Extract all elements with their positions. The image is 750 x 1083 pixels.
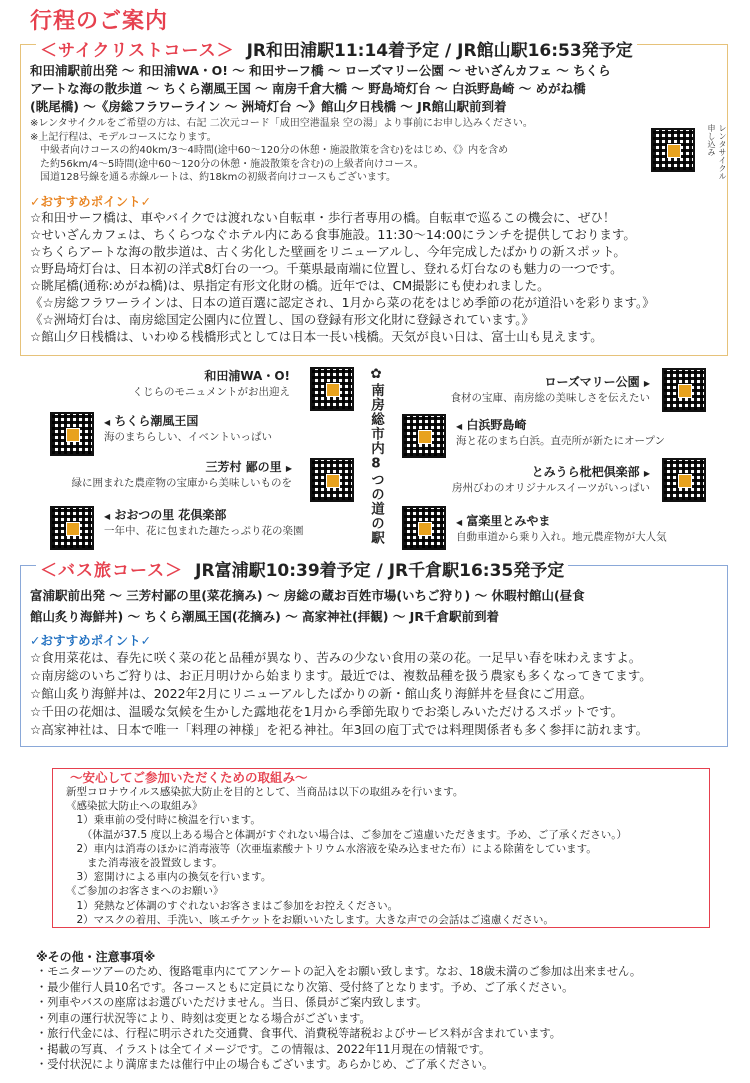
station-tomiyama <box>456 512 706 544</box>
triangle-right-icon: ▶ <box>285 464 292 473</box>
route-line: アートな海の散歩道 ～ ちくら潮風王国 ～ 南房千倉大橋 ～ 野島埼灯台 ～ 白浜野島崎 ～ めがね橋 <box>30 81 586 96</box>
route-line: 館山炙り海鮮丼) ～ ちくら潮風王国(花摘み) ～ 高家神社(拝観) ～ JR千倉駅前到着 <box>30 609 499 624</box>
point-item: ☆南房総のいちご狩りは、お正月明けから始まります。最近では、複数品種を扱う農家も多くなってきてます。 <box>30 668 652 683</box>
station-desc: 自動車道から乗り入れ。地元農産物が大人気 <box>456 531 667 543</box>
triangle-left-icon: ◀ <box>104 512 111 521</box>
station-name: 富楽里とみやま <box>466 514 551 528</box>
triangle-right-icon: ▶ <box>643 469 650 478</box>
route-line: (眺尾橋) ～《房総フラワーライン ～ 洲埼灯台 ～》館山夕日桟橋 ～ JR館山駅前到着 <box>30 99 507 114</box>
other-line: ・列車の運行状況等により、時刻は変更となる場合がございます。 <box>36 1011 371 1025</box>
road-station-flower-icon: ✿ <box>368 366 384 383</box>
other-title: ※その他・注意事項※ <box>36 950 156 964</box>
rental-qr-code[interactable] <box>651 128 695 172</box>
station-ootsu <box>104 506 324 538</box>
safety-line: 新型コロナウイルス感染拡大防止を目的として、当商品は以下の取組みを行います。 <box>66 786 464 798</box>
cyclist-reco-label: ✓おすすめポイント✓ <box>30 194 152 209</box>
triangle-left-icon: ◀ <box>104 418 111 427</box>
station-name: 白浜野島崎 <box>466 418 527 432</box>
other-line: ・列車やバスの座席はお選びいただけません。当日、係員がご案内致します。 <box>36 996 428 1009</box>
safety-line: 1）発熱など体調のすぐれないお客さまはご参加をお控えください。 <box>66 899 399 912</box>
other-line: ・最少催行人員10名です。各コースともに定員になり次第、受付終了となります。予め、ご了承ください。 <box>36 980 574 994</box>
station-qr-code[interactable] <box>310 458 354 502</box>
road-stations-label <box>364 366 386 546</box>
station-desc: 一年中、花に包まれた趣たっぷり花の楽園 <box>104 525 304 537</box>
cyclist-points <box>30 209 730 345</box>
station-qr-code[interactable] <box>310 367 354 411</box>
station-desc: 房州びわのオリジナルスイーツがいっぱい <box>451 482 650 494</box>
road-stations-label-text: 南房総市内8つの道の駅 <box>368 383 384 545</box>
station-chikura <box>104 412 304 444</box>
note-line: 中級者向けコースの約40km/3～4時間(途中60～120分の休憩・施設散策を含む)をはじめ、《》内を含め <box>30 145 509 156</box>
safety-title: ～安心してご参加いただくための取組み～ <box>70 770 308 785</box>
station-miyoshi <box>30 458 292 490</box>
point-item: ☆千田の花畑は、温暖な気候を生かした露地花を1月から季節先取りでお楽しみいただけるスポットです。 <box>30 704 624 719</box>
station-qr-code[interactable] <box>50 412 94 456</box>
station-wadaura <box>120 367 290 399</box>
other-line: ・掲載の写真、イラストは全てイメージです。この情報は、2022年11月現在の情報です。 <box>36 1042 491 1056</box>
station-name: おおつの里 花倶楽部 <box>114 508 227 522</box>
station-desc: 海と花のまち白浜。直売所が新たにオープン <box>456 435 666 447</box>
bus-course-time: JR富浦駅10:39着予定 / JR千倉駅16:35発予定 <box>195 561 565 581</box>
note-line: ※上記行程は、モデルコースになります。 <box>30 131 217 143</box>
point-item: ☆野島埼灯台は、日本初の洋式8灯台の一つ。千葉県最南端に位置し、登れる灯台なのも魅力の一つです。 <box>30 261 623 276</box>
station-name: ローズマリー公園 <box>544 375 640 389</box>
other-line: ・旅行代金には、行程に明示された交通費、食事代、消費税等諸税およびサービス料が含まれています。 <box>36 1027 561 1040</box>
safety-line: 2）マスクの着用、手洗い、咳エチケットをお願いいたします。大きな声での会話はご遠慮ください。 <box>66 913 554 926</box>
cyclist-notes <box>30 117 650 185</box>
note-line: ※レンタサイクルをご希望の方は、右記 二次元コード「成田空港温泉 空の湯」より事前にお申し込みください。 <box>30 118 533 129</box>
station-name: ちくら潮風王国 <box>114 414 199 428</box>
point-item: ☆和田サーフ橋は、車やバイクでは渡れない自転車・歩行者専用の橋。自転車で巡るこの機会に、ぜひ！ <box>30 210 616 225</box>
other-line: ・モニターツアーのため、復路電車内にてアンケートの記入をお願い致します。なお、18歳未満のご参加は出来ません。 <box>36 965 642 978</box>
route-line: 富浦駅前出発 ～ 三芳村鄙の里(菜花摘み) ～ 房総の蔵お百姓市場(いちご狩り) ～ 休暇村館山(昼食 <box>30 588 585 603</box>
cyclist-heading <box>36 36 637 61</box>
point-item: ☆せいざんカフェは、ちくらつなぐホテル内にある食事施設。11:30～14:00にランチを提供しております。 <box>30 227 636 242</box>
station-name: とみうら枇杷倶楽部 <box>531 465 640 479</box>
safety-line: （体温が37.5 度以上ある場合と体調がすぐれない場合は、ご参加をご遠慮いただきます。予め、ご了承ください。） <box>66 828 627 841</box>
station-desc: 海のまちらしい、イベントいっぱい <box>104 431 272 443</box>
point-item: ☆館山炙り海鮮丼は、2022年2月にリニューアルしたばかりの新・館山炙り海鮮丼を昼食にご用意。 <box>30 686 593 701</box>
safety-body <box>66 785 702 927</box>
point-item: ☆ちくらアートな海の散歩道は、古く劣化した壁画をリニューアルし、今年完成したばかりの新スポット。 <box>30 244 626 259</box>
station-desc: 食材の宝庫、南房総の美味しさを伝えたい <box>450 392 650 404</box>
triangle-right-icon: ▶ <box>643 379 650 388</box>
cyclist-course-time: JR和田浦駅11:14着予定 / JR館山駅16:53発予定 <box>246 41 633 61</box>
safety-line: 《ご参加のお客さまへのお願い》 <box>66 885 224 898</box>
bus-reco-label: ✓おすすめポイント✓ <box>30 633 152 648</box>
triangle-left-icon: ◀ <box>456 518 463 527</box>
point-item: ☆食用菜花は、春先に咲く菜の花と品種が異なり、苦みの少ない食用の菜の花。一足早い春を味わえますよ。 <box>30 650 642 665</box>
station-name: 和田浦WA・O! <box>204 369 290 383</box>
cyclist-course-name: ＜サイクリストコース＞ <box>40 41 235 61</box>
point-item: ☆高家神社は、日本で唯一「料理の神様」を祀る神社。年3回の庖丁式では料理関係者も多く参拝に訪れます。 <box>30 722 649 737</box>
point-item: ☆眺尾橋(通称:めがね橋)は、県指定有形文化財の橋。近年では、CM撮影にも使われました。 <box>30 278 550 293</box>
station-desc: 緑に囲まれた農産物の宝庫から美味しいものを <box>71 477 292 489</box>
station-qr-code[interactable] <box>662 368 706 412</box>
station-tomiura <box>400 463 650 495</box>
triangle-left-icon: ◀ <box>456 422 463 431</box>
safety-line: また消毒液を設置致します。 <box>66 857 223 870</box>
note-line: た約56km/4～5時間(途中60～120分の休憩・施設散策を含む)の上級者向けコース。 <box>30 158 424 170</box>
point-item: 《☆房総フラワーラインは、日本の道百選に認定され、1月から菜の花をはじめ季節の花が道沿いを彩ります。》 <box>30 295 655 310</box>
bus-course-name: ＜バス旅コース＞ <box>40 561 184 581</box>
station-qr-code[interactable] <box>402 506 446 550</box>
bus-heading <box>36 556 568 581</box>
station-qr-code[interactable] <box>662 458 706 502</box>
bus-route <box>30 585 730 627</box>
route-line: 和田浦駅前出発 ～ 和田浦WA・O! ～ 和田サーフ橋 ～ ローズマリー公園 ～ せいざんカフェ ～ ちくら <box>30 63 611 78</box>
point-item: 《☆洲埼灯台は、南房総国定公園内に位置し、国の登録有形文化財に登録されています。》 <box>30 312 534 327</box>
station-rosemary <box>400 373 650 405</box>
safety-line: 3）窓開けによる車内の換気を行います。 <box>66 871 272 884</box>
page-title: 行程のご案内 <box>30 9 169 34</box>
station-desc: くじらのモニュメントがお出迎え <box>132 386 290 398</box>
station-qr-code[interactable] <box>402 414 446 458</box>
note-line: 国道128号線を通る赤線ルートは、約18kmの初級者向けコースもございます。 <box>30 172 397 183</box>
station-qr-code[interactable] <box>50 506 94 550</box>
station-shirahama <box>456 416 706 448</box>
other-body <box>36 964 736 1073</box>
point-item: ☆館山夕日桟橋は、いわゆる桟橋形式としては日本一長い桟橋。天気が良い日は、富士山も見えます。 <box>30 329 603 344</box>
station-name: 三芳村 鄙の里 <box>205 460 282 474</box>
rental-label: レンタサイクル申し込み <box>707 124 727 180</box>
safety-line: 1）乗車前の受付時に検温を行います。 <box>66 814 261 827</box>
bus-points <box>30 649 730 739</box>
other-line: ・受付状況により満席または催行中止の場合もございます。あらかじめ、ご了承ください。 <box>36 1058 494 1071</box>
safety-line: 2）車内は消毒のほかに消毒液等（次亜塩素酸ナトリウム水溶液を染み込ませた布）による除菌をしています。 <box>66 842 597 855</box>
cyclist-route <box>30 62 730 116</box>
safety-line: 《感染拡大防止への取組み》 <box>66 800 203 813</box>
